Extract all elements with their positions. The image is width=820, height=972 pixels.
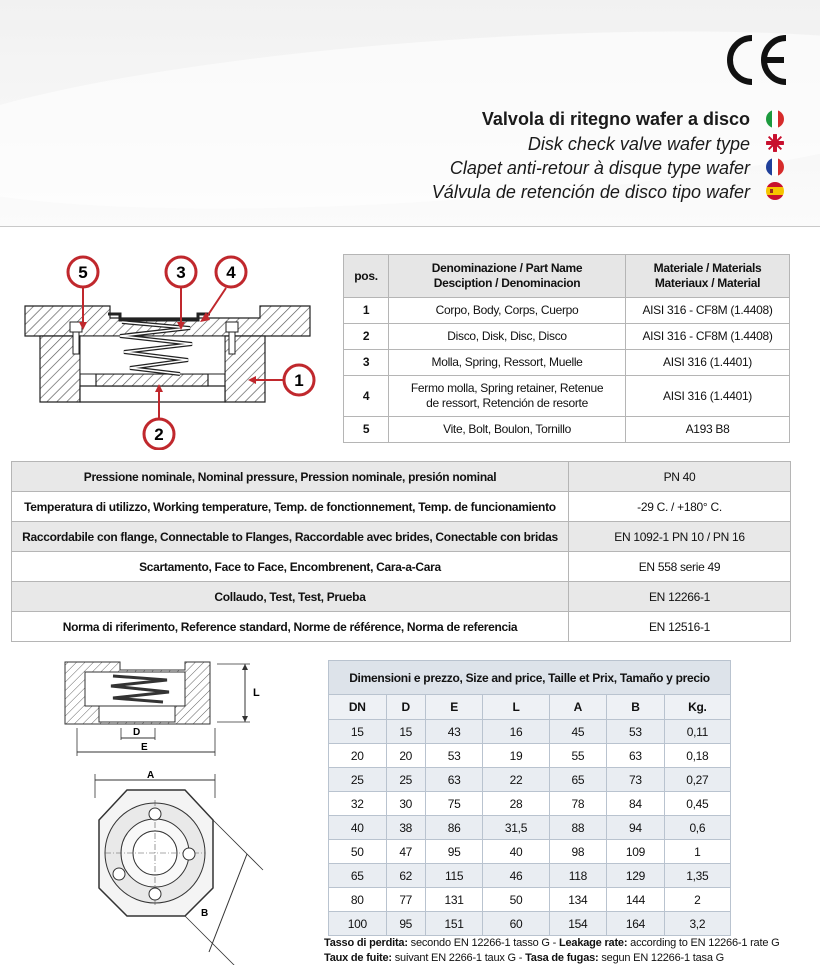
property-value: EN 558 serie 49 xyxy=(569,552,791,582)
property-value: EN 1092-1 PN 10 / PN 16 xyxy=(569,522,791,552)
col-e: E xyxy=(425,695,483,720)
col-part-name-line1: Denominazione / Part Name xyxy=(431,261,583,275)
leakage-note-line2 xyxy=(324,952,724,964)
callout-5 xyxy=(68,257,98,287)
dimension-cell: 15 xyxy=(386,720,425,744)
part-name-line2: de ressort, Retención de resorte xyxy=(426,396,588,410)
ce-mark-icon xyxy=(722,34,792,86)
table-row xyxy=(12,582,791,612)
property-label: Norma di riferimento, Reference standard, Norme de référence, Norma de referencia xyxy=(12,612,569,642)
dimension-cell: 1 xyxy=(664,840,730,864)
dimension-cell: 95 xyxy=(425,840,483,864)
leakage-note-line1 xyxy=(324,937,779,949)
table-row xyxy=(329,768,731,792)
table-row xyxy=(329,888,731,912)
dimension-cell: 134 xyxy=(549,888,607,912)
table-row xyxy=(329,792,731,816)
dimension-cell: 115 xyxy=(425,864,483,888)
dimension-cell: 40 xyxy=(483,840,549,864)
dimension-cell: 88 xyxy=(549,816,607,840)
dim-label-D: D xyxy=(133,727,141,738)
callout-1 xyxy=(284,365,314,395)
dimension-cell: 20 xyxy=(386,744,425,768)
dimension-cell: 1,35 xyxy=(664,864,730,888)
part-name: Vite, Bolt, Boulon, Tornillo xyxy=(389,417,626,443)
col-dn: DN xyxy=(329,695,387,720)
dim-label-A: A xyxy=(147,770,155,781)
col-kg: Kg. xyxy=(664,695,730,720)
part-name-line1: Fermo molla, Spring retainer, Retenue xyxy=(410,381,604,395)
uk-flag-icon xyxy=(766,134,784,152)
dimension-cell: 65 xyxy=(329,864,387,888)
dimension-cell: 25 xyxy=(386,768,425,792)
col-b: B xyxy=(607,695,665,720)
note-label: Tasso di perdita: xyxy=(324,937,408,949)
dim-label-L: L xyxy=(253,687,260,699)
dimension-cell: 20 xyxy=(329,744,387,768)
spain-flag-icon xyxy=(766,182,784,200)
svg-text:3: 3 xyxy=(176,263,186,282)
part-pos: 5 xyxy=(344,417,389,443)
table-row xyxy=(329,720,731,744)
dimension-cell: 32 xyxy=(329,792,387,816)
svg-text:5: 5 xyxy=(78,263,88,282)
dimension-cell: 0,18 xyxy=(664,744,730,768)
dimension-cell: 3,2 xyxy=(664,912,730,936)
dimension-cell: 45 xyxy=(549,720,607,744)
dimensions-caption: Dimensioni e prezzo, Size and price, Taille et Prix, Tamaño y precio xyxy=(329,661,731,695)
dimension-cell: 0,27 xyxy=(664,768,730,792)
dimension-cell: 62 xyxy=(386,864,425,888)
property-label: Temperatura di utilizzo, Working temperature, Temp. de fonctionnement, Temp. de funcionamiento xyxy=(12,492,569,522)
dimension-cell: 86 xyxy=(425,816,483,840)
property-label: Scartamento, Face to Face, Encombrenent, Cara-a-Cara xyxy=(12,552,569,582)
dimension-cell: 46 xyxy=(483,864,549,888)
valve-side-dimension-drawing xyxy=(55,658,270,760)
dimension-cell: 31,5 xyxy=(483,816,549,840)
dimension-cell: 55 xyxy=(549,744,607,768)
dimension-cell: 25 xyxy=(329,768,387,792)
dimension-cell: 129 xyxy=(607,864,665,888)
note-text: suivant EN 2266-1 taux G - xyxy=(391,952,526,964)
dimension-cell: 98 xyxy=(549,840,607,864)
dimension-cell: 73 xyxy=(607,768,665,792)
property-value: -29 C. / +180° C. xyxy=(569,492,791,522)
table-row xyxy=(12,612,791,642)
col-pos: pos. xyxy=(344,255,389,298)
properties-table xyxy=(11,461,791,642)
dimension-cell: 131 xyxy=(425,888,483,912)
note-text: segun EN 12266-1 tasa G xyxy=(598,952,724,964)
dimension-cell: 16 xyxy=(483,720,549,744)
table-row xyxy=(329,744,731,768)
dimension-cell: 154 xyxy=(549,912,607,936)
dimensions-table xyxy=(328,660,731,936)
dimension-cell: 94 xyxy=(607,816,665,840)
dimension-cell: 15 xyxy=(329,720,387,744)
dimension-cell: 144 xyxy=(607,888,665,912)
italy-flag-icon xyxy=(766,110,784,128)
part-material: AISI 316 - CF8M (1.4408) xyxy=(626,324,790,350)
part-pos: 1 xyxy=(344,298,389,324)
dimension-cell: 151 xyxy=(425,912,483,936)
dim-label-B: B xyxy=(201,908,209,919)
table-row xyxy=(12,462,791,492)
note-text: secondo EN 12266-1 tasso G - xyxy=(407,937,559,949)
title-spanish: Válvula de retención de disco tipo wafer xyxy=(431,182,750,202)
dimension-cell: 78 xyxy=(549,792,607,816)
table-row xyxy=(12,492,791,522)
table-row xyxy=(344,298,790,324)
dimension-cell: 22 xyxy=(483,768,549,792)
col-part-name xyxy=(389,255,626,298)
dimension-cell: 53 xyxy=(607,720,665,744)
col-a: A xyxy=(549,695,607,720)
dimension-cell: 38 xyxy=(386,816,425,840)
dimension-cell: 0,6 xyxy=(664,816,730,840)
part-material: A193 B8 xyxy=(626,417,790,443)
svg-text:1: 1 xyxy=(294,371,304,390)
col-material-line2: Materiaux / Material xyxy=(654,276,761,290)
part-name: Disco, Disk, Disc, Disco xyxy=(389,324,626,350)
dimension-cell: 53 xyxy=(425,744,483,768)
dimension-cell: 65 xyxy=(549,768,607,792)
dimensions-header-row xyxy=(329,695,731,720)
part-pos: 4 xyxy=(344,376,389,417)
dim-label-E: E xyxy=(141,742,148,753)
part-name: Molla, Spring, Ressort, Muelle xyxy=(389,350,626,376)
table-row xyxy=(329,840,731,864)
part-material: AISI 316 (1.4401) xyxy=(626,376,790,417)
title-english: Disk check valve wafer type xyxy=(527,134,750,154)
dimension-cell: 80 xyxy=(329,888,387,912)
table-row xyxy=(12,522,791,552)
valve-front-dimension-drawing xyxy=(85,770,275,965)
dimension-cell: 40 xyxy=(329,816,387,840)
table-row xyxy=(329,864,731,888)
col-material-line1: Materiale / Materials xyxy=(653,261,762,275)
property-label: Pressione nominale, Nominal pressure, Pression nominale, presión nominal xyxy=(12,462,569,492)
dimension-cell: 84 xyxy=(607,792,665,816)
dimension-cell: 50 xyxy=(483,888,549,912)
property-value: EN 12516-1 xyxy=(569,612,791,642)
dimension-cell: 118 xyxy=(549,864,607,888)
note-text: according to EN 12266-1 rate G xyxy=(627,937,780,949)
dimension-cell: 43 xyxy=(425,720,483,744)
dimension-cell: 0,45 xyxy=(664,792,730,816)
parts-table-header xyxy=(344,255,790,298)
part-material: AISI 316 (1.4401) xyxy=(626,350,790,376)
property-label: Raccordabile con flange, Connectable to Flanges, Raccordable avec brides, Conectable con bridas xyxy=(12,522,569,552)
title-italian: Valvola di ritegno wafer a disco xyxy=(481,109,750,129)
dimension-cell: 2 xyxy=(664,888,730,912)
property-value: EN 12266-1 xyxy=(569,582,791,612)
col-material xyxy=(626,255,790,298)
table-row xyxy=(344,376,790,417)
dimension-cell: 28 xyxy=(483,792,549,816)
note-label: Taux de fuite: xyxy=(324,952,392,964)
part-material: AISI 316 - CF8M (1.4408) xyxy=(626,298,790,324)
dimension-cell: 63 xyxy=(607,744,665,768)
dimension-cell: 19 xyxy=(483,744,549,768)
svg-text:4: 4 xyxy=(226,263,236,282)
dimension-cell: 109 xyxy=(607,840,665,864)
table-row xyxy=(329,912,731,936)
table-row xyxy=(344,350,790,376)
dimension-cell: 164 xyxy=(607,912,665,936)
property-label: Collaudo, Test, Test, Prueba xyxy=(12,582,569,612)
property-value: PN 40 xyxy=(569,462,791,492)
col-l: L xyxy=(483,695,549,720)
valve-section-drawing xyxy=(20,250,330,450)
dimension-cell: 100 xyxy=(329,912,387,936)
dimension-cell: 30 xyxy=(386,792,425,816)
table-row xyxy=(344,417,790,443)
table-row xyxy=(12,552,791,582)
dimensions-caption-row xyxy=(329,661,731,695)
col-part-name-line2: Desciption / Denominacion xyxy=(433,276,581,290)
dimension-cell: 77 xyxy=(386,888,425,912)
title-french: Clapet anti-retour à disque type wafer xyxy=(449,158,750,178)
dimension-cell: 95 xyxy=(386,912,425,936)
note-label: Tasa de fugas: xyxy=(525,952,599,964)
table-row xyxy=(344,324,790,350)
dimension-cell: 75 xyxy=(425,792,483,816)
parts-table xyxy=(343,254,790,443)
dimension-cell: 47 xyxy=(386,840,425,864)
col-d: D xyxy=(386,695,425,720)
dimension-cell: 63 xyxy=(425,768,483,792)
note-label: Leakage rate: xyxy=(558,937,628,949)
table-row xyxy=(329,816,731,840)
callout-4 xyxy=(216,257,246,287)
part-name xyxy=(389,376,626,417)
dimension-cell: 60 xyxy=(483,912,549,936)
callout-2 xyxy=(144,419,174,449)
dimension-cell: 0,11 xyxy=(664,720,730,744)
part-pos: 2 xyxy=(344,324,389,350)
part-pos: 3 xyxy=(344,350,389,376)
svg-text:2: 2 xyxy=(154,425,164,444)
dimension-cell: 50 xyxy=(329,840,387,864)
france-flag-icon xyxy=(766,158,784,176)
part-name: Corpo, Body, Corps, Cuerpo xyxy=(389,298,626,324)
callout-3 xyxy=(166,257,196,287)
